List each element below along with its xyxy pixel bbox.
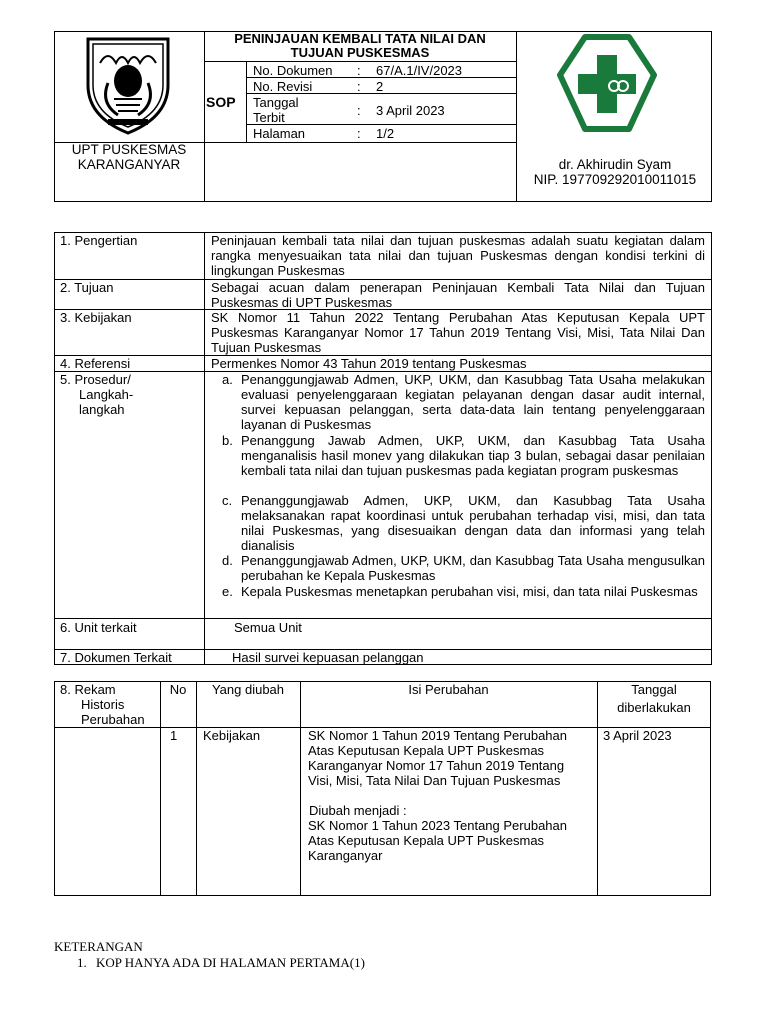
meta-label-no-dokumen: No. Dokumen [253, 63, 333, 78]
kabupaten-crest-icon [78, 33, 178, 137]
row-text-pengertian: Peninjauan kembali tata nilai dan tujuan puskesmas adalah suatu kegiatan dalam rangka menyesuaikan tata nilai dan tujuan Puskesmas dengan kondisi terkini di lingkungan Puskesmas [211, 233, 705, 278]
document-title: PENINJAUAN KEMBALI TATA NILAI DAN TUJUAN PUSKESMAS [234, 31, 486, 60]
row-label-pengertian: 1. Pengertian [60, 233, 138, 248]
history-header-tanggal: diberlakukan [617, 700, 691, 715]
history-header-rekam: 8. Rekam [60, 682, 116, 697]
list-item: Penanggungjawab Admen, UKP, UKM, dan Kasubbag Tata Usaha mengusulkan perubahan ke Kepala Puskesmas [241, 553, 705, 583]
row-label-kebijakan: 3. Kebijakan [60, 310, 132, 325]
list-item-marker: c. [222, 493, 233, 508]
list-item: KOP HANYA ADA DI HALAMAN PERTAMA(1) [96, 955, 365, 970]
row-label-dokumen-terkait: 7. Dokumen Terkait [60, 650, 172, 665]
keterangan-title: KETERANGAN [54, 939, 143, 954]
list-item: Penanggung Jawab Admen, UKP, UKM, dan Kasubbag Tata Usaha menganalisis hasil monev yang dilakukan tiap 3 bulan, sebagai dasar penilaian kembali tata nilai dan tujuan puskesmas pada kegiatan program puskesmas [241, 433, 705, 478]
meta-label-tanggal-terbit: Tanggal Terbit [253, 95, 299, 125]
row-label-prosedur: Langkah- [79, 387, 134, 402]
row-text-tujuan: Sebagai acuan dalam penerapan Peninjauan Kembali Tata Nilai dan Tujuan Puskesmas di UPT Puskesmas [211, 280, 705, 310]
history-header-yang-diubah: Yang diubah [211, 682, 285, 697]
meta-colon: : [357, 103, 361, 118]
meta-value-halaman: 1/2 [376, 126, 395, 141]
meta-value-no-revisi: 2 [376, 79, 384, 94]
row-text-dokumen-terkait: Hasil survei kepuasan pelanggan [232, 650, 424, 665]
row-label-unit-terkait: 6. Unit terkait [60, 620, 137, 635]
org-name: UPT PUSKESMAS KARANGANYAR [71, 142, 187, 172]
meta-value-tanggal-terbit: 3 April 2023 [376, 103, 445, 118]
sop-label: SOP [206, 94, 236, 110]
row-text-unit-terkait: Semua Unit [234, 620, 302, 635]
row-label-referensi: 4. Referensi [60, 356, 131, 371]
row-label-prosedur: 5. Prosedur/ [60, 372, 131, 387]
meta-label-halaman: Halaman [253, 126, 306, 141]
list-item-marker: b. [222, 433, 233, 448]
history-header-rekam: Perubahan [81, 712, 145, 727]
list-item-marker: a. [222, 372, 233, 387]
row-label-prosedur: langkah [79, 402, 125, 417]
history-header-no: No [169, 682, 187, 697]
meta-colon: : [357, 63, 361, 78]
history-cell-no: 1 [170, 728, 178, 743]
list-item: Kepala Puskesmas menetapkan perubahan visi, misi, dan tata nilai Puskesmas [241, 584, 698, 599]
history-cell-isi-new: SK Nomor 1 Tahun 2023 Tentang Perubahan Atas Keputusan Kepala UPT Puskesmas Karanganyar [308, 818, 567, 863]
list-item-marker: d. [222, 553, 233, 568]
meta-colon: : [357, 79, 361, 94]
history-cell-isi-old: SK Nomor 1 Tahun 2019 Tentang Perubahan Atas Keputusan Kepala UPT Puskesmas Karanganyar Nomor 17 Tahun 2019 Tentang Visi, Misi, Tata Nilai Dan Tujuan Puskesmas [308, 728, 567, 788]
row-label-tujuan: 2. Tujuan [60, 280, 114, 295]
row-text-referensi: Permenkes Nomor 43 Tahun 2019 tentang Puskesmas [211, 356, 527, 371]
signer-nip: NIP. 197709292010011015 [533, 172, 697, 187]
history-header-tanggal: Tanggal [631, 682, 677, 697]
meta-value-no-dokumen: 67/A.1/IV/2023 [376, 63, 463, 78]
history-header-isi-perubahan: Isi Perubahan [408, 682, 489, 697]
signer-name: dr. Akhirudin Syam [558, 157, 672, 172]
meta-colon: : [357, 126, 361, 141]
list-item: Penanggungjawab Admen, UKP, UKM, dan Kasubbag Tata Usaha melakukan evaluasi penyelenggaraan kegiatan pelayanan dengan dasar audit internal, survei kepuasan pelanggan, serta data-data lain tentang penyelenggaraan layanan di Puskesmas [241, 372, 705, 432]
list-item-marker: 1. [77, 955, 87, 970]
puskesmas-cross-logo-icon [557, 33, 657, 133]
history-cell-tanggal: 3 April 2023 [603, 728, 672, 743]
list-item-marker: e. [222, 584, 233, 599]
meta-label-no-revisi: No. Revisi [253, 79, 313, 94]
history-header-rekam: Historis [81, 697, 125, 712]
list-item: Penanggungjawab Admen, UKP, UKM, dan Kasubbag Tata Usaha melaksanakan rapat koordinasi untuk perubahan terhadap visi, misi, dan tata nilai Puskesmas, yang disesuaikan dengan data dan informasi yang telah dianalisis [241, 493, 705, 553]
history-cell-isi-mid: Diubah menjadi : [309, 803, 407, 818]
row-text-kebijakan: SK Nomor 11 Tahun 2022 Tentang Perubahan Atas Keputusan Kepala UPT Puskesmas Karanganyar Nomor 17 Tahun 2019 Tentang Visi, Misi, Tata Nilai Dan Tujuan Puskesmas [211, 310, 705, 355]
history-cell-yang-diubah: Kebijakan [203, 728, 261, 743]
